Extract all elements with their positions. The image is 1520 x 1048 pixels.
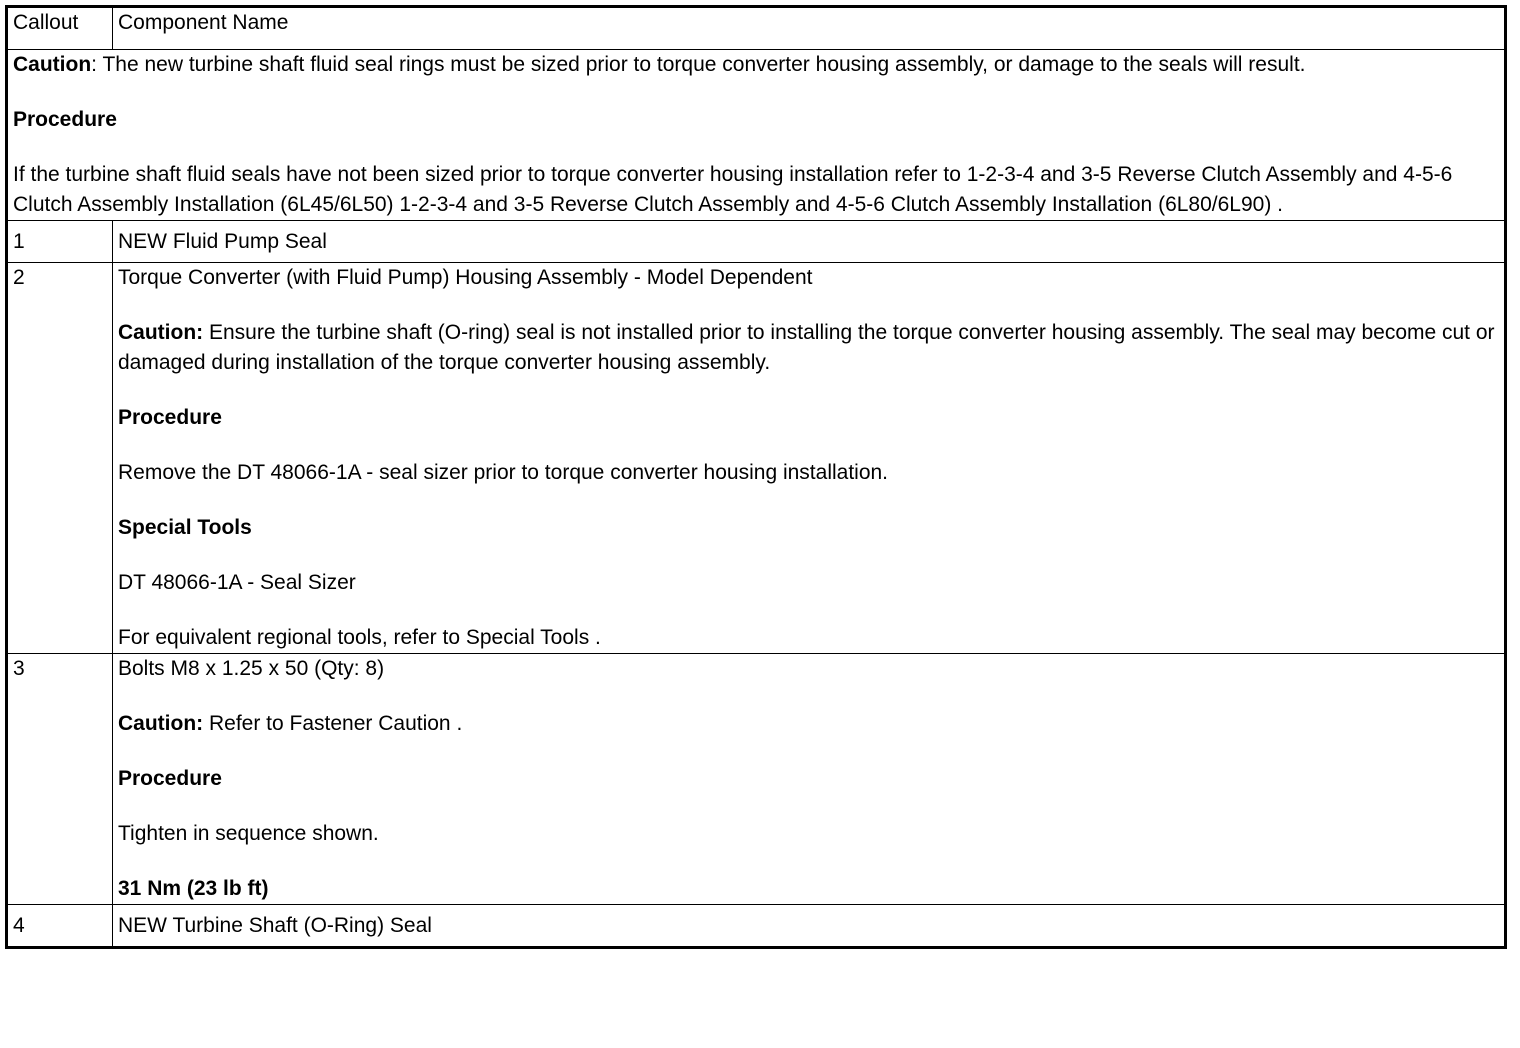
- header-callout: Callout: [7, 7, 113, 50]
- table-row: [7, 221, 1506, 263]
- general-caution: [13, 50, 1499, 80]
- caution-text: Refer to Fastener Caution .: [203, 712, 463, 735]
- procedure-text: Remove the DT 48066-1A - seal sizer prior to torque converter housing installation.: [118, 461, 889, 484]
- general-caution-label: Caution: [13, 53, 92, 76]
- torque-spec: 31 Nm (23 lb ft): [118, 877, 269, 900]
- header-component-name: Component Name: [113, 7, 1506, 50]
- component-name: NEW Fluid Pump Seal: [113, 221, 1506, 263]
- component-name: NEW Turbine Shaft (O-Ring) Seal: [113, 905, 1506, 948]
- general-note-row: [7, 50, 1506, 221]
- callout-number: 1: [7, 221, 113, 263]
- special-tool-item: DT 48066-1A - Seal Sizer: [118, 571, 356, 594]
- document-page: [5, 5, 1507, 949]
- caution-label: Caution:: [118, 321, 204, 344]
- component-name: Bolts M8 x 1.25 x 50 (Qty: 8): [118, 657, 385, 680]
- general-procedure-heading: Procedure: [13, 108, 117, 131]
- procedure-heading: Procedure: [118, 406, 222, 429]
- special-tools-heading: Special Tools: [118, 516, 252, 539]
- component-caution: [118, 709, 1499, 739]
- callout-number: 2: [7, 263, 113, 654]
- component-name: Torque Converter (with Fluid Pump) Housing Assembly - Model Dependent: [118, 266, 813, 289]
- component-caution: [118, 318, 1499, 378]
- callout-table: [5, 5, 1507, 949]
- general-procedure-text: If the turbine shaft fluid seals have not been sized prior to torque converter housing installation refer to 1-2-3-4 and 3-5 Reverse Clutch Assembly and 4-5-6 Clutch Assembly Installation (6L45/6L50) 1-2-3-4 and 3-5 Reverse Clutch Assembly and 4-5-6 Clutch Assembly Installation (6L80/6L90) .: [13, 163, 1453, 216]
- general-caution-text: : The new turbine shaft fluid seal rings must be sized prior to torque converter housing assembly, or damage to the seals will result.: [91, 53, 1306, 76]
- table-row: [7, 905, 1506, 948]
- procedure-text: Tighten in sequence shown.: [118, 822, 379, 845]
- header-row: [7, 7, 1506, 50]
- table-row: [7, 263, 1506, 654]
- component-details: [113, 263, 1506, 654]
- procedure-heading: Procedure: [118, 767, 222, 790]
- table-row: [7, 654, 1506, 905]
- general-note-cell: [7, 50, 1506, 221]
- special-tools-note: For equivalent regional tools, refer to Special Tools .: [118, 626, 601, 649]
- component-details: [113, 654, 1506, 905]
- callout-number: 4: [7, 905, 113, 948]
- caution-text: Ensure the turbine shaft (O-ring) seal is not installed prior to installing the torque converter housing assembly. The seal may become cut or damaged during installation of the torque converter housing assembly.: [118, 321, 1495, 374]
- callout-number: 3: [7, 654, 113, 905]
- caution-label: Caution:: [118, 712, 204, 735]
